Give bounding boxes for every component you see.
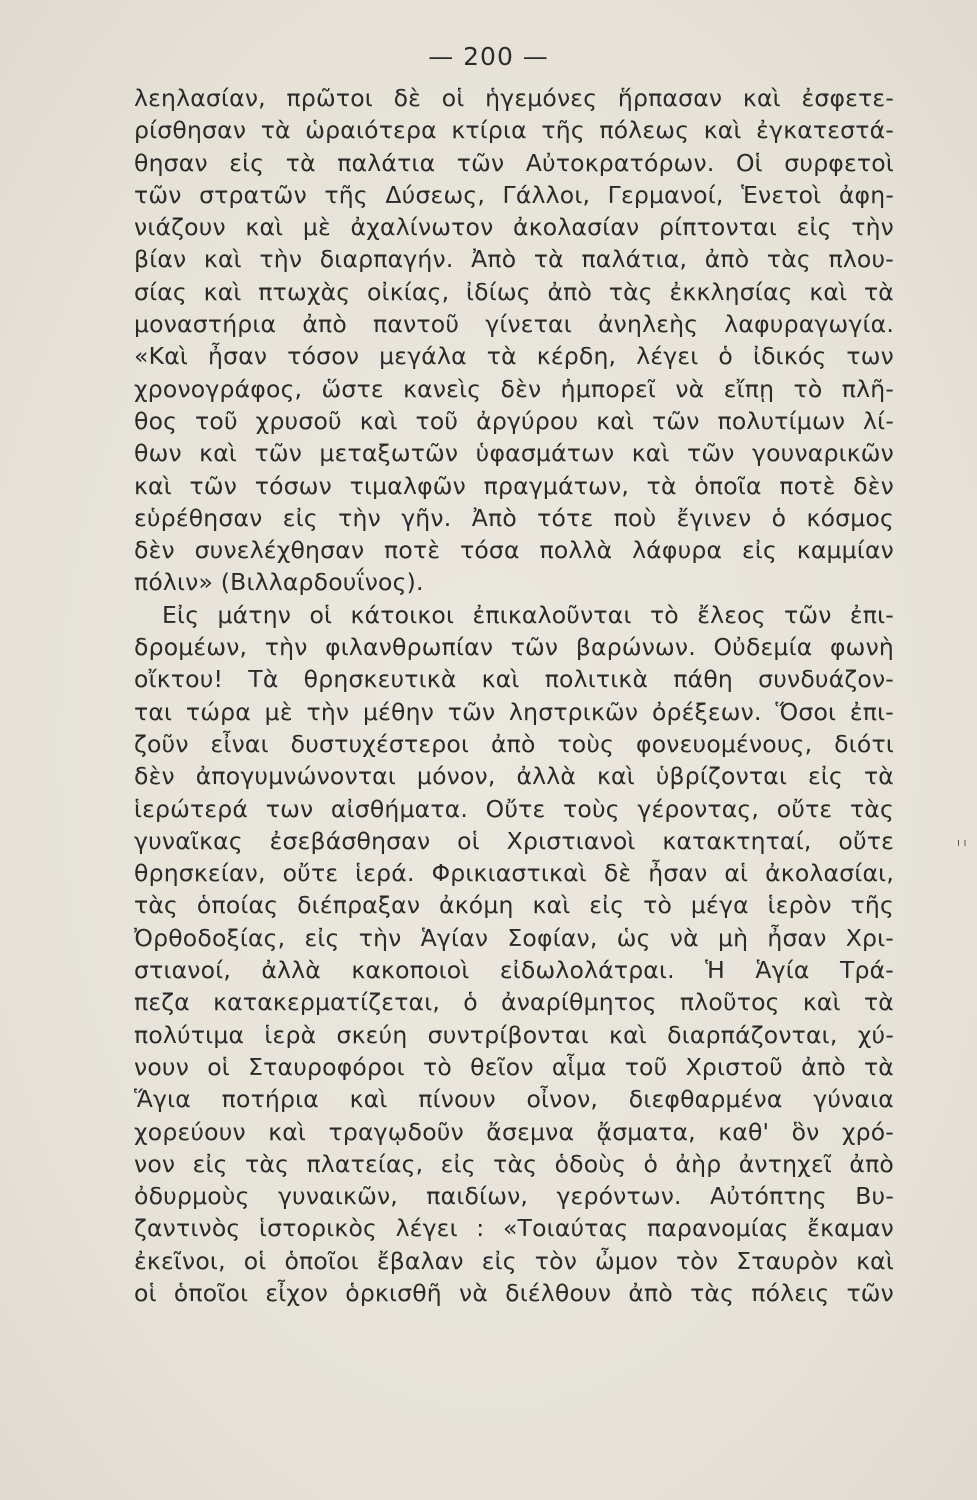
text-line: ὀδυρμοὺς γυναικῶν, παιδίων, γερόντων. Αὐτόπτης Βυ- <box>134 1182 894 1211</box>
text-line: πεζα κατακερματίζεται, ὁ ἀναρίθμητος πλοῦτος καὶ τὰ <box>134 988 894 1017</box>
text-line: χρονογράφος, ὥστε κανεὶς δὲν ἠμπορεῖ νὰ εἴπῃ τὸ πλῆ- <box>134 374 894 403</box>
text-line: εὑρέθησαν εἰς τὴν γῆν. Ἀπὸ τότε ποὺ ἔγινεν ὁ κόσμος <box>134 503 894 532</box>
margin-mark: ı ı <box>957 836 967 849</box>
text-line: οἴκτου! Τὰ θρησκευτικὰ καὶ πολιτικὰ πάθη συνδυάζον- <box>134 665 894 694</box>
text-line: ται τώρα μὲ τὴν μέθην τῶν ληστρικῶν ὀρέξεων. Ὅσοι ἐπι- <box>134 697 894 726</box>
text-line: ἱερώτερά των αἰσθήματα. Οὔτε τοὺς γέροντας, οὔτε τὰς <box>134 794 894 823</box>
text-line: Εἰς μάτην οἱ κάτοικοι ἐπικαλοῦνται τὸ ἔλεος τῶν ἐπι- <box>162 600 894 629</box>
text-line: θων καὶ τῶν μεταξωτῶν ὑφασμάτων καὶ τῶν γουναρικῶν <box>134 439 894 468</box>
page-number: — 200 — <box>428 42 549 71</box>
text-line: νον εἰς τὰς πλατείας, εἰς τὰς ὁδοὺς ὁ ἀὴρ ἀντηχεῖ ἀπὸ <box>134 1149 894 1178</box>
text-line: ρίσθησαν τὰ ὡραιότερα κτίρια τῆς πόλεως καὶ ἐγκατεστά- <box>134 116 894 145</box>
text-line: πολύτιμα ἱερὰ σκεύη συντρίβονται καὶ διαρπάζονται, χύ- <box>134 1020 894 1049</box>
text-line: οἱ ὁποῖοι εἶχον ὁρκισθῆ νὰ διέλθουν ἀπὸ τὰς πόλεις τῶν <box>134 1278 894 1307</box>
text-line: νουν οἱ Σταυροφόροι τὸ θεῖον αἷμα τοῦ Χριστοῦ ἀπὸ τὰ <box>134 1052 894 1081</box>
text-line: λεηλασίαν, πρῶτοι δὲ οἱ ἡγεμόνες ἥρπασαν καὶ ἐσφετε- <box>134 84 894 112</box>
text-line: δὲν ἀπογυμνώνονται μόνον, ἀλλὰ καὶ ὑβρίζονται εἰς τὰ <box>134 762 894 791</box>
text-line: γυναῖκας ἐσεβάσθησαν οἱ Χριστιανοὶ κατακτηταί, οὔτε <box>134 826 894 855</box>
body-text <box>134 82 894 1309</box>
text-line: τῶν στρατῶν τῆς Δύσεως, Γάλλοι, Γερμανοί, Ἑνετοὶ ἀφη- <box>134 180 894 209</box>
text-line: νιάζουν καὶ μὲ ἀχαλίνωτον ἀκολασίαν ρίπτονται εἰς τὴν <box>134 213 894 242</box>
text-line: βίαν καὶ τὴν διαρπαγήν. Ἀπὸ τὰ παλάτια, ἀπὸ τὰς πλου- <box>134 245 894 274</box>
text-line: καὶ τῶν τόσων τιμαλφῶν πραγμάτων, τὰ ὁποῖα ποτὲ δὲν <box>134 471 894 500</box>
text-line: μοναστήρια ἀπὸ παντοῦ γίνεται ἀνηλεὴς λαφυραγωγία. <box>134 310 894 339</box>
text-line: χορεύουν καὶ τραγῳδοῦν ἄσεμνα ᾄσματα, καθ' ὃν χρό- <box>134 1117 894 1146</box>
text-line: Ἅγια ποτήρια καὶ πίνουν οἶνον, διεφθαρμένα γύναια <box>134 1085 894 1114</box>
text-line: «Καὶ ἦσαν τόσον μεγάλα τὰ κέρδη, λέγει ὁ ἰδικός των <box>134 342 894 371</box>
text-line: ἐκεῖνοι, οἱ ὁποῖοι ἔβαλαν εἰς τὸν ὦμον τὸν Σταυρὸν καὶ <box>134 1246 894 1275</box>
text-line: σίας καὶ πτωχὰς οἰκίας, ἰδίως ἀπὸ τὰς ἐκκλησίας καὶ τὰ <box>134 277 894 306</box>
text-line: ζοῦν εἶναι δυστυχέστεροι ἀπὸ τοὺς φονευομένους, διότι <box>134 729 894 758</box>
text-line: ζαντινὸς ἱστορικὸς λέγει : «Τοιαύτας παρανομίας ἔκαμαν <box>134 1214 894 1243</box>
text-line: πόλιν» (Βιλλαρδουΐνος). <box>134 568 424 597</box>
text-line: θησαν εἰς τὰ παλάτια τῶν Αὐτοκρατόρων. Οἱ συρφετοὶ <box>134 148 894 177</box>
text-line: Ὀρθοδοξίας, εἰς τὴν Ἁγίαν Σοφίαν, ὡς νὰ μὴ ἦσαν Χρι- <box>134 923 894 952</box>
text-line: δὲν συνελέχθησαν ποτὲ τόσα πολλὰ λάφυρα εἰς καμμίαν <box>134 536 894 565</box>
text-line: θρησκείαν, οὔτε ἱερά. Φρικιαστικαὶ δὲ ἦσαν αἱ ἀκολασίαι, <box>134 859 894 888</box>
text-line: δρομέων, τὴν φιλανθρωπίαν τῶν βαρώνων. Οὐδεμία φωνὴ <box>134 633 894 662</box>
text-line: θος τοῦ χρυσοῦ καὶ τοῦ ἀργύρου καὶ τῶν πολυτίμων λί- <box>134 406 894 435</box>
text-line: τὰς ὁποίας διέπραξαν ἀκόμη καὶ εἰς τὸ μέγα ἱερὸν τῆς <box>134 891 894 920</box>
text-line: στιανοί, ἀλλὰ κακοποιοὶ εἰδωλολάτραι. Ἡ Ἁγία Τρά- <box>134 956 894 985</box>
